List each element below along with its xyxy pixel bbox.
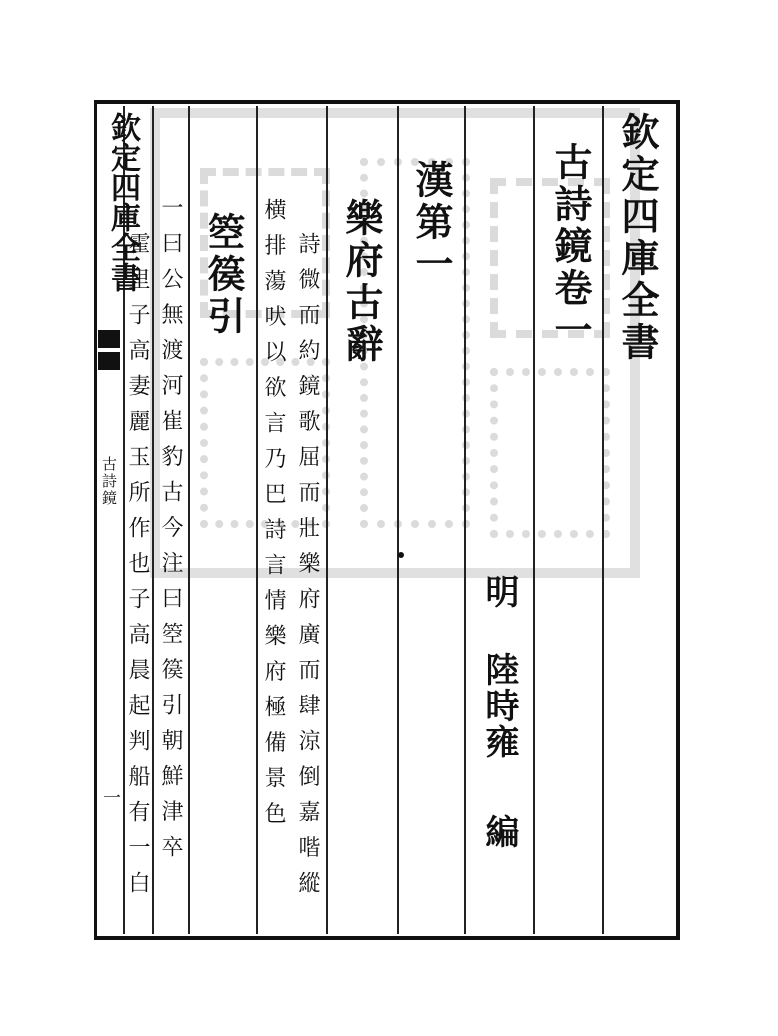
intro-line: 詩微而約鏡歌屈而壯樂府廣而肆涼倒嘉喈縱: [295, 232, 320, 907]
subsection-title: 樂府古辭: [339, 198, 384, 366]
annotation-line: 一曰公無渡河崔豹古今注曰箜篌引朝鮮津卒: [158, 196, 183, 871]
intro-line: 横排蕩吠以欲言乃巴詩言情樂府極備景色: [261, 198, 286, 837]
author-role: 編: [479, 814, 519, 854]
column-rule: [152, 106, 154, 934]
annotation-line: 霍里子高妻麗玉所作也子高晨起判船有一白: [125, 232, 150, 907]
column-rule: [188, 106, 190, 934]
author-name: 陸時雍: [479, 652, 519, 760]
fishtail-mark: [98, 330, 120, 370]
column-rule: [397, 106, 399, 934]
column-rule: [533, 106, 535, 934]
book-header: 欽定四庫全書: [615, 112, 660, 364]
margin-short-title: 古詩鏡: [100, 456, 118, 507]
column-rule: [326, 106, 328, 934]
margin-page-number: 一: [103, 788, 121, 809]
column-rule: [602, 106, 604, 934]
poem-title: 箜篌引: [201, 212, 246, 338]
author-dynasty: 明: [479, 574, 519, 614]
column-rule: [256, 106, 258, 934]
section-title: 漢第一: [409, 160, 454, 286]
volume-title: 古詩鏡卷一: [548, 142, 593, 352]
punctuation-dot: [398, 552, 404, 558]
margin-book-title: 欽定四庫全書: [105, 112, 140, 292]
column-rule: [464, 106, 466, 934]
